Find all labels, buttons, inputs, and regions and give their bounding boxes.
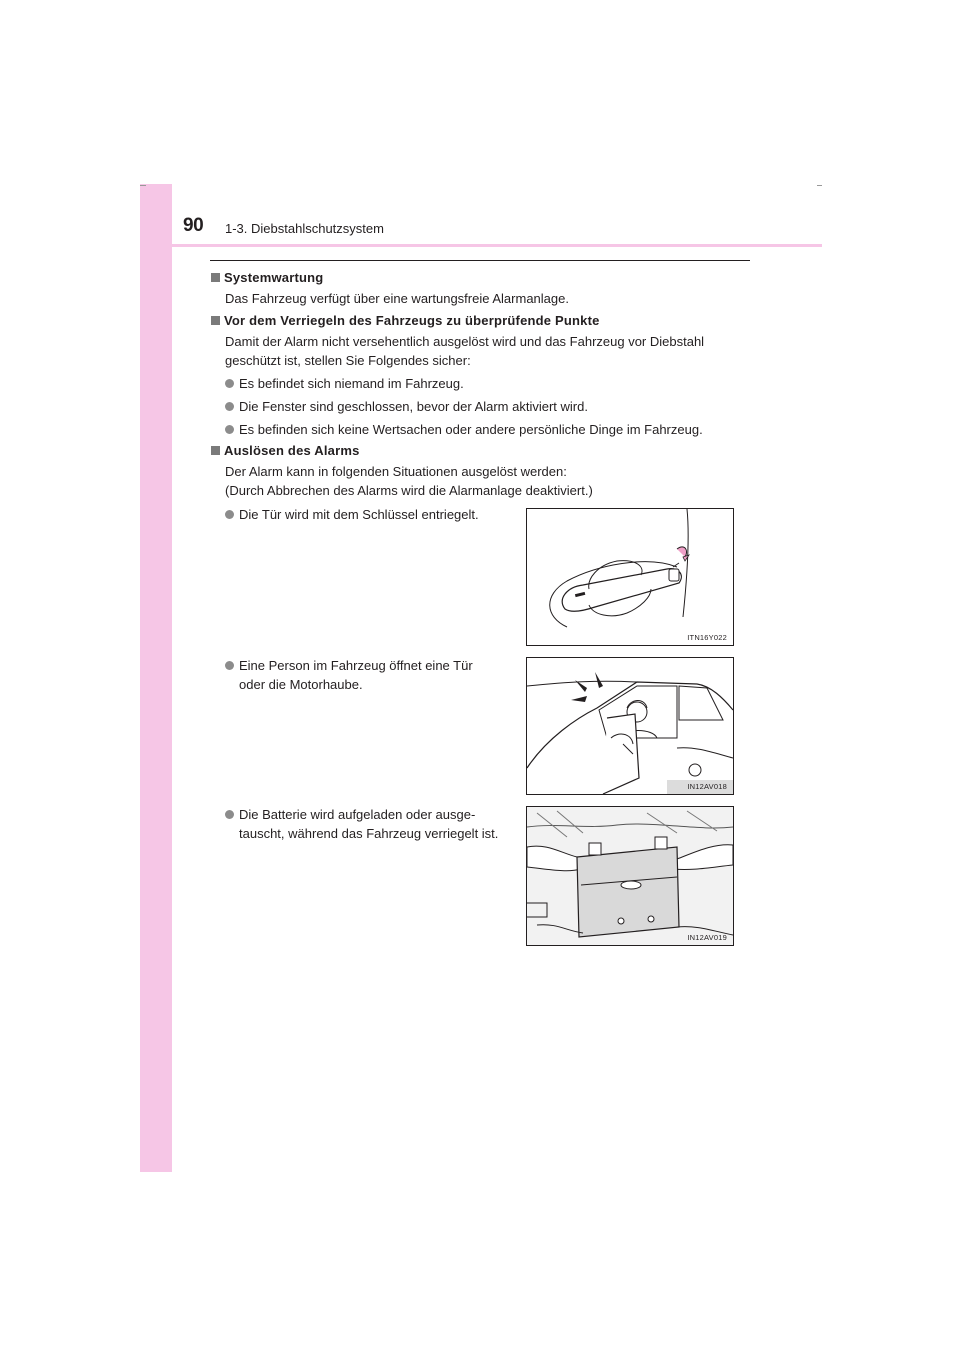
list-item: Eine Person im Fahrzeug öffnet eine Tür oder die Motorhaube. xyxy=(225,656,513,694)
round-bullet-icon xyxy=(225,402,234,411)
list-item: Die Fenster sind geschlossen, bevor der Alarm aktiviert wird. xyxy=(225,397,588,416)
section-text-line: Damit der Alarm nicht versehentlich ausgelöst wird und das Fahrzeug vor Diebstahl xyxy=(225,334,705,349)
square-bullet-icon xyxy=(211,446,220,455)
round-bullet-icon xyxy=(225,510,234,519)
figure-code: IN12AV018 xyxy=(687,782,727,791)
crop-mark xyxy=(817,185,822,186)
figure-code: IN12AV019 xyxy=(687,933,727,942)
round-bullet-icon xyxy=(225,425,234,434)
crop-mark xyxy=(140,185,146,186)
square-bullet-icon xyxy=(211,273,220,282)
side-tab xyxy=(140,184,172,1172)
section-text-line: Der Alarm kann in folgenden Situationen ausgelöst werden: xyxy=(225,464,567,479)
figure-code: ITN16Y022 xyxy=(687,633,727,642)
list-item: Es befindet sich niemand im Fahrzeug. xyxy=(225,374,464,393)
list-item: Die Batterie wird aufgeladen oder ausge- tauscht, während das Fahrzeug verriegelt ist. xyxy=(225,805,513,843)
header-band xyxy=(140,244,822,247)
round-bullet-icon xyxy=(225,379,234,388)
page-number: 90 xyxy=(183,215,204,236)
figure-battery xyxy=(526,806,734,946)
figure-person-opening-door xyxy=(526,657,734,795)
section-text-line: geschützt ist, stellen Sie Folgendes sicher: xyxy=(225,353,471,368)
figure-door-handle xyxy=(526,508,734,646)
round-bullet-icon xyxy=(225,810,234,819)
section-text-line: (Durch Abbrechen des Alarms wird die Alarmanlage deaktiviert.) xyxy=(225,483,593,498)
person-opening-door-illustration xyxy=(527,658,733,794)
section-divider xyxy=(210,260,750,261)
battery-replacement-illustration xyxy=(527,807,733,945)
list-item: Es befinden sich keine Wertsachen oder andere persönliche Dinge im Fahrzeug. xyxy=(225,420,703,439)
section-heading: Vor dem Verriegeln des Fahrzeugs zu überprüfende Punkte xyxy=(211,313,600,328)
list-item: Die Tür wird mit dem Schlüssel entriegelt. xyxy=(225,505,513,524)
square-bullet-icon xyxy=(211,316,220,325)
section-heading: Systemwartung xyxy=(211,270,323,285)
chapter-title: 1-3. Diebstahlschutzsystem xyxy=(225,221,384,236)
door-handle-key-illustration xyxy=(527,509,733,645)
section-text: Das Fahrzeug verfügt über eine wartungsfreie Alarmanlage. xyxy=(225,291,569,306)
round-bullet-icon xyxy=(225,661,234,670)
section-heading: Auslösen des Alarms xyxy=(211,443,360,458)
